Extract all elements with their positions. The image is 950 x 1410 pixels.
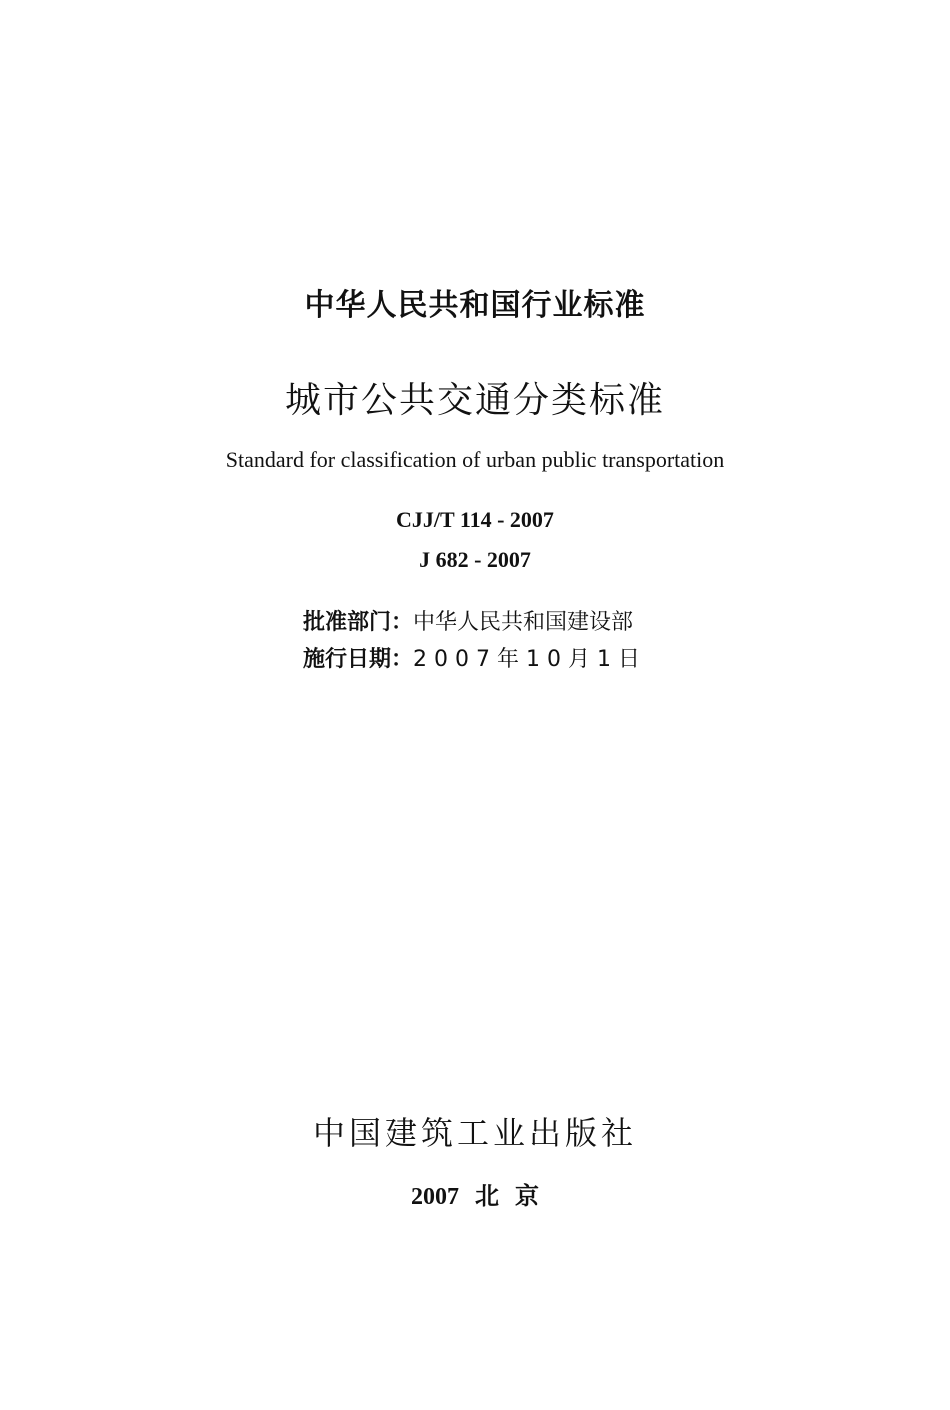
standard-code-secondary: J 682 - 2007	[419, 547, 531, 572]
publisher-name: 中国建筑工业出版社	[312, 1114, 637, 1152]
effective-date-value: 2007年10月1日	[413, 647, 647, 672]
standard-category-heading: 中华人民共和国行业标准	[304, 288, 646, 323]
approval-department-label: 批准部门：	[303, 610, 414, 635]
effective-date-row	[303, 642, 647, 673]
approval-department-row	[303, 605, 633, 636]
effective-date-label: 施行日期：	[303, 647, 414, 672]
document-title-chinese: 城市公共交通分类标准	[284, 380, 665, 421]
standard-code-primary: CJJ/T 114 - 2007	[396, 507, 554, 532]
document-title-english: Standard for classification of urban public transportation	[225, 447, 725, 472]
publication-year-place: 2007 北 京	[411, 1184, 539, 1210]
approval-department-value: 中华人民共和国建设部	[413, 610, 634, 635]
